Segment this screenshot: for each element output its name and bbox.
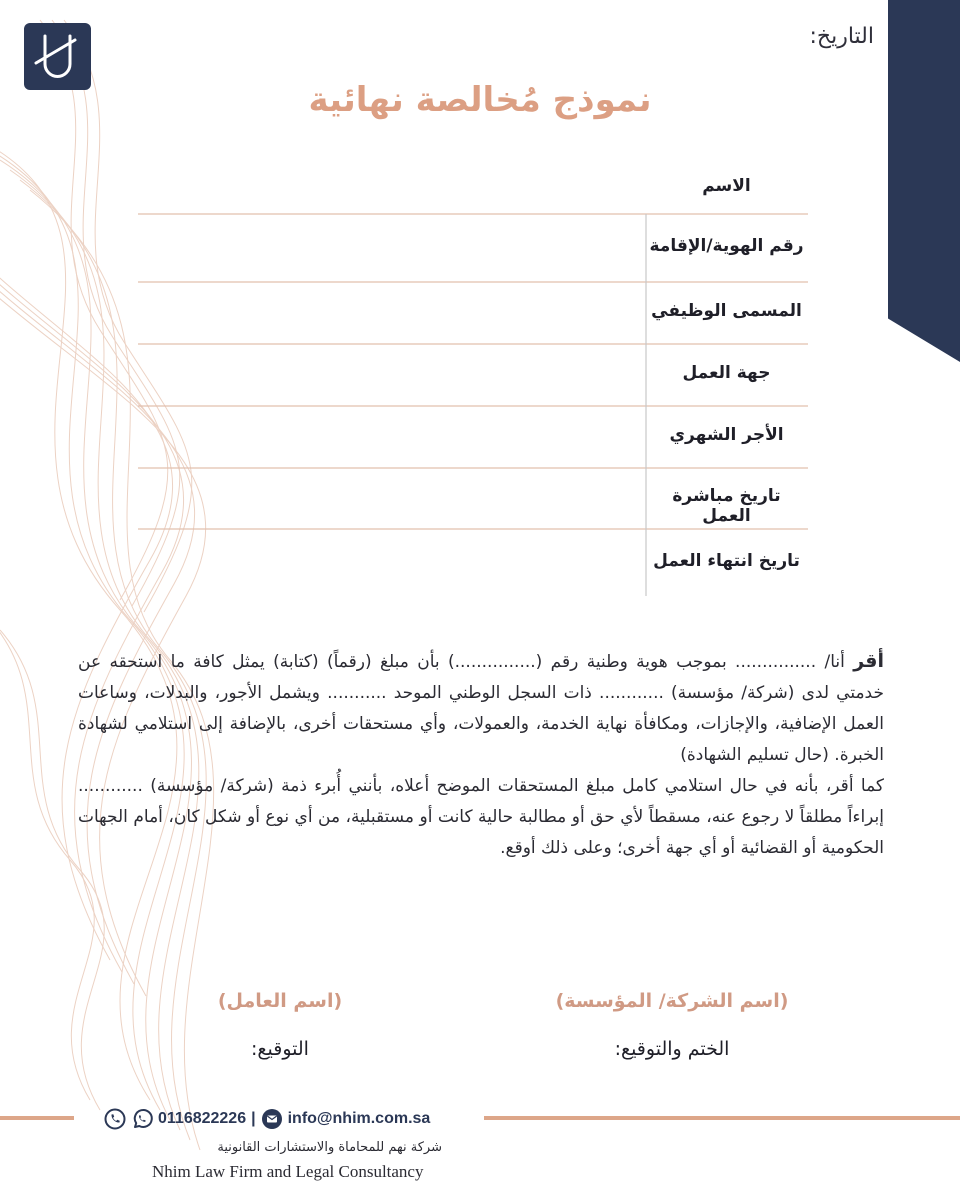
field-name-label: الاسم (702, 176, 751, 196)
firm-name-english: Nhim Law Firm and Legal Consultancy (152, 1162, 424, 1181)
declaration-paragraph-1 (78, 646, 884, 771)
footer-line-right (484, 1116, 960, 1120)
date-label: التاريخ: (809, 24, 874, 49)
phone-number[interactable]: 0116822226 (158, 1110, 247, 1127)
field-end-date-label: تاريخ انتهاء العمل (653, 551, 800, 571)
whatsapp-icon[interactable] (131, 1108, 153, 1130)
document-title: نموذج مُخالصة نهائية (308, 80, 652, 120)
contact-info (104, 1107, 430, 1131)
field-start-date-label: تاريخ مباشرة العمل (672, 486, 781, 526)
email-address[interactable]: info@nhim.com.sa (287, 1110, 431, 1127)
declaration-text (78, 646, 884, 864)
phone-icon[interactable] (104, 1108, 126, 1130)
footer-line-left (0, 1116, 74, 1120)
field-id-label: رقم الهوية/الإقامة (649, 236, 804, 256)
email-icon (261, 1108, 283, 1130)
field-job-title-label: المسمى الوظيفي (651, 301, 802, 321)
field-salary-label: الأجر الشهري (669, 425, 784, 445)
company-name-placeholder: (اسم الشركة/ المؤسسة) (555, 990, 789, 1012)
field-employer-label: جهة العمل (682, 363, 771, 383)
contact-separator: | (251, 1110, 256, 1127)
declaration-lead: أقر (853, 650, 885, 672)
declaration-paragraph-2: كما أقر، بأنه في حال استلامي كامل مبلغ المستحقات الموضح أعلاه، بأنني أُبرء ذمة (شركة/ مؤسسة) ............ إبراءاً مطلقاً لا رجوع عنه، مسقطاً لأي حق أو مطالبة حالية كانت أو مستقبلية، من أي نوع أو شكل كان، أمام الجهات الحكومية أو القضائية أو أي جهة أخرى؛ وعلى ذلك أوقع. (78, 776, 884, 858)
firm-name-arabic: شركة نهم للمحاماة والاستشارات القانونية (217, 1140, 442, 1155)
worker-name-placeholder: (اسم العامل) (217, 990, 343, 1012)
company-sign-label: الختم والتوقيع: (614, 1038, 730, 1060)
worker-sign-label: التوقيع: (251, 1038, 309, 1060)
declaration-paragraph-1-text: أنا/ ............... بموجب هوية وطنية رقم (...............) بأن مبلغ (رقماً) (كتابة) يمثل كافة ما استحقه عن خدمتي لدى (شركة/ مؤسسة) ............ ذات السجل الوطني الموحد ........... ويشمل الأجور، والبدلات، وساعات العمل الإضافية، والإجازات، ومكافأة نهاية الخدمة، والعمولات، وأي مستحقات أخرى، بالإضافة إلى استلامي لشهادة الخبرة. (حال تسليم الشهادة) (78, 652, 884, 765)
